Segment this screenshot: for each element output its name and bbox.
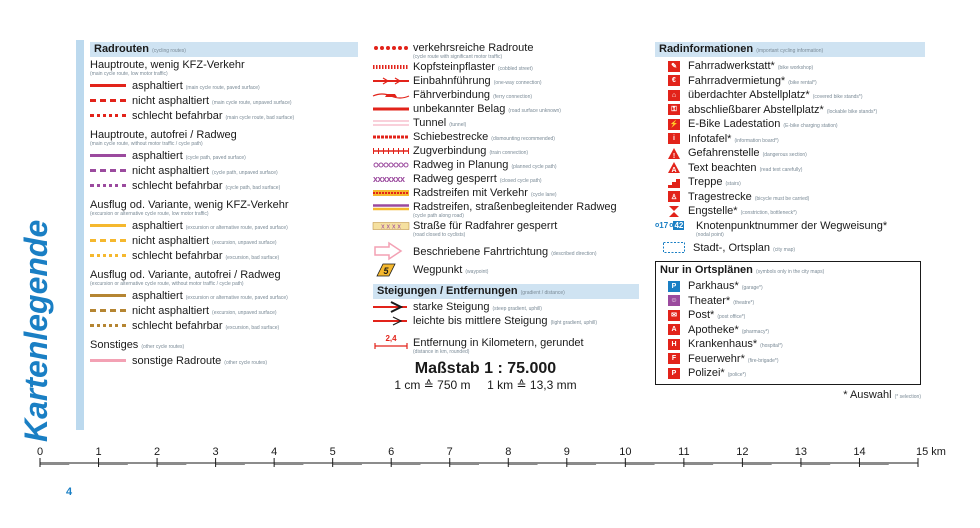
group-heading: Ausflug od. Variante, autofrei / Radweg: [90, 269, 281, 281]
steigungen-header: Steigungen / Entfernungen (gradient / distance): [373, 284, 639, 299]
info-icon: i: [668, 133, 680, 144]
lockable-parking-icon: ⚿: [668, 104, 680, 115]
scale-segment: [274, 462, 303, 465]
group-subheading: (main cycle route, without motor traffic / cycle path): [90, 141, 203, 147]
theatre-icon: ☺: [668, 295, 680, 306]
legend-row: € Fahrradvermietung* (bike rental*): [655, 74, 925, 89]
scale-segment: [684, 462, 713, 465]
legend-row: x x x x Straße für Radfahrer gesperrt (road closed to cyclists): [373, 220, 639, 239]
legend-row: Radstreifen mit Verkehr (cycle lane): [373, 187, 639, 201]
legend-row: ✉ Post* (post office*): [660, 308, 916, 323]
scale-segment: [742, 462, 771, 465]
waypoint-number: 5: [383, 266, 389, 276]
legend-row: Radstreifen, straßenbegleitender Radweg (cycle path along road): [413, 201, 617, 219]
legend-row: ✎ Fahrradwerkstatt* (bike workshop): [655, 59, 925, 74]
legend-row: P Parkhaus* (garage*): [660, 279, 916, 294]
svg-text:!: !: [672, 152, 676, 160]
city-map-icon: [663, 242, 685, 253]
ortsplaene-header: Nur in Ortsplänen (symbols only in the city maps): [660, 264, 916, 279]
legend-row: A Apotheke* (pharmacy*): [660, 323, 916, 338]
scale-tick-label: 3: [212, 446, 219, 458]
radrouten-header: Radrouten (cycling routes): [90, 42, 358, 57]
legend-row: nicht asphaltiert (excursion, unpaved surface): [90, 303, 358, 318]
legend-row: Beschriebene Fahrtrichtung (described direction): [373, 242, 639, 260]
legend-row: 5 Wegpunkt (waypoint): [373, 262, 639, 278]
group-heading: Hauptroute, wenig KFZ-Verkehr: [90, 59, 245, 71]
legend-row: ☺ Theater* (theatre*): [660, 294, 916, 309]
legend-row: unbekannter Belag (road surface unknown): [413, 103, 561, 115]
legend-row: 2,4 Entfernung in Kilometern, gerundet (distance in km, rounded): [373, 331, 639, 356]
scale-tick-label: 14: [853, 446, 866, 458]
legend-row: leichte bis mittlere Steigung (light gradient, uphill): [373, 315, 639, 329]
legend-row: ⚡ E-Bike Ladestation (E-bike charging station): [669, 118, 838, 131]
scale-segment: [801, 462, 830, 465]
scale-tick-label: 9: [563, 446, 570, 458]
legend-row: ♙ Tragestrecke (bicycle must be carried): [655, 190, 925, 205]
garage-icon: P: [668, 281, 680, 292]
legend-row: Tunnel (tunnel): [413, 117, 467, 129]
scale-tick-label: 12: [736, 446, 749, 458]
wrench-icon: ✎: [668, 61, 680, 72]
legend-row: sonstige Radroute (other cycle routes): [90, 353, 358, 368]
title-bar: [76, 40, 84, 430]
legend-row: asphaltiert (excursion or alternative route, paved surface): [90, 288, 358, 303]
post-icon: ✉: [668, 310, 680, 321]
legend-row: ⌂ überdachter Abstellplatz* (covered bike stands*): [655, 88, 925, 103]
legend-row: verkehrsreiche Radroute (cycle route with significant motor traffic): [373, 42, 639, 61]
legend-row: Engstelle* (constriction, bottleneck*): [655, 204, 925, 219]
charging-icon: ⚡: [668, 119, 680, 130]
group-subheading: (excursion or alternative cycle route, low motor traffic): [90, 211, 209, 217]
scale-tick-label: 0: [36, 446, 44, 458]
group-heading: Sonstiges (other cycle routes): [90, 339, 185, 351]
group-excursion-car-free: [90, 269, 358, 333]
scale-block: [373, 360, 598, 392]
node-icon: o 17 o 42: [655, 221, 684, 230]
scale-tick-label: 4: [271, 446, 278, 458]
police-icon: P: [668, 368, 680, 379]
distance-number: 2,4: [385, 334, 397, 343]
scale-tick-label: 7: [446, 446, 453, 458]
legend-row: nicht asphaltiert (main cycle route, unpaved surface): [90, 93, 358, 108]
legend-row: Treppe (stairs): [655, 175, 925, 190]
legend-row: nicht asphaltiert (cycle path, unpaved surface): [90, 163, 358, 178]
scale-tick-label: 2: [154, 446, 161, 458]
svg-text:A: A: [671, 167, 677, 175]
legend-row: Radweg in Planung (planned cycle path): [373, 159, 639, 173]
radinfo-header: Radinformationen (important cycling information): [655, 42, 925, 57]
legend-title: Kartenlegende: [18, 219, 54, 442]
legend-row: Kopfsteinpflaster (cobbled street): [413, 61, 533, 73]
group-main-low-traffic: [90, 59, 358, 123]
legend-row: F Feuerwehr* (fire-brigade*): [660, 352, 916, 367]
hospital-icon: H: [668, 339, 680, 350]
group-heading: Ausflug od. Variante, wenig KFZ-Verkehr: [90, 199, 289, 211]
scale-title: Maßstab 1 : 75.000: [414, 360, 557, 377]
legend-row: schlecht befahrbar (cycle path, bad surface): [90, 178, 358, 193]
scale-tick-label: 10: [619, 446, 632, 458]
group-main-car-free: [90, 129, 358, 193]
scale-segment: [450, 462, 479, 465]
misc-symbols-section: [373, 42, 639, 392]
legend-row: i Infotafel* (information board*): [655, 132, 925, 147]
legend-row: asphaltiert (excursion or alternative route, paved surface): [90, 218, 358, 233]
scale-segment: [99, 462, 128, 465]
scale-tick-label: 1: [95, 446, 102, 458]
scale-tick-label: 5: [329, 446, 336, 458]
selection-note: * Auswahl (* selection): [843, 388, 921, 401]
read-text-icon: [668, 162, 680, 173]
legend-row: A Text beachten (read text carefully): [655, 161, 925, 176]
legend-row: nicht asphaltiert (excursion, unpaved surface): [90, 233, 358, 248]
legend-row: schlecht befahrbar (excursion, bad surface): [90, 318, 358, 333]
legend-row: ! Gefahrenstelle (dangerous section): [655, 146, 925, 161]
page-number: 4: [66, 486, 73, 498]
radinfo-list: [655, 59, 925, 255]
scale-segment: [625, 462, 654, 465]
legend-row: asphaltiert (cycle path, paved surface): [90, 148, 358, 163]
group-heading: Hauptroute, autofrei / Radweg: [90, 129, 237, 141]
bike-rental-icon: €: [668, 75, 680, 86]
covered-parking-icon: ⌂: [668, 90, 680, 101]
pharmacy-icon: A: [668, 324, 680, 335]
radinfo-section: [655, 42, 925, 401]
scale-conversion: 1 cm ≙ 750 m 1 km ≙ 13,3 mm: [394, 378, 577, 392]
legend-row: Einbahnführung (one-way connection): [373, 75, 639, 89]
group-subheading: (main cycle route, low motor traffic): [90, 71, 168, 77]
group-other: [90, 339, 358, 368]
legend-row: Stadt-, Ortsplan (city map): [655, 241, 925, 256]
stairs-icon: [668, 177, 680, 188]
group-excursion-low-traffic: [90, 199, 358, 263]
radrouten-section: [90, 42, 358, 368]
legend-row: o 17 o 42 Knotenpunktnummer der Wegweisung* (nodal point): [655, 219, 888, 238]
legend-row: Zugverbindung (train connection): [413, 145, 529, 157]
legend-row: H Krankenhaus* (hospital*): [660, 337, 916, 352]
legend-row: Fährverbindung (ferry connection): [373, 89, 639, 103]
scale-tick-label: 11: [678, 446, 690, 458]
scale-tick-label: 8: [505, 446, 512, 458]
scale-segment: [391, 462, 420, 465]
carry-icon: ♙: [668, 191, 680, 202]
ortsplaene-box: [655, 261, 921, 385]
legend-row: xxxxxxx Radweg gesperrt (closed cycle path): [373, 173, 542, 185]
scale-segment: [567, 462, 596, 465]
scale-segment: [157, 462, 186, 465]
scale-segment: [508, 462, 537, 465]
scale-tick-label: 6: [388, 446, 395, 458]
scale-segment: [859, 462, 888, 465]
scale-tick-label: 15 km: [916, 446, 946, 458]
km-scale-bar: [36, 445, 946, 475]
legend-row: starke Steigung (steep gradient, uphill): [373, 301, 639, 315]
legend-row: ⚿ abschließbarer Abstellplatz* (lockable bike stands*): [655, 103, 925, 118]
legend-row: Schiebestrecke (dismounting recommended): [413, 131, 555, 143]
legend-row: asphaltiert (main cycle route, paved surface): [90, 78, 358, 93]
constriction-icon: [668, 206, 680, 217]
svg-text:x x x x: x x x x: [381, 223, 401, 231]
legend-row: schlecht befahrbar (main cycle route, bad surface): [90, 108, 358, 123]
warning-icon: [668, 148, 680, 159]
scale-segment: [216, 462, 245, 465]
fire-brigade-icon: F: [668, 353, 680, 364]
scale-segment: [40, 462, 69, 465]
legend-row: schlecht befahrbar (excursion, bad surface): [90, 248, 358, 263]
group-subheading: (excursion or alternative cycle route, without motor traffic / cycle path): [90, 281, 244, 287]
scale-segment: [333, 462, 362, 465]
scale-tick-label: 13: [794, 446, 808, 458]
legend-row: P Polizei* (police*): [660, 366, 916, 381]
